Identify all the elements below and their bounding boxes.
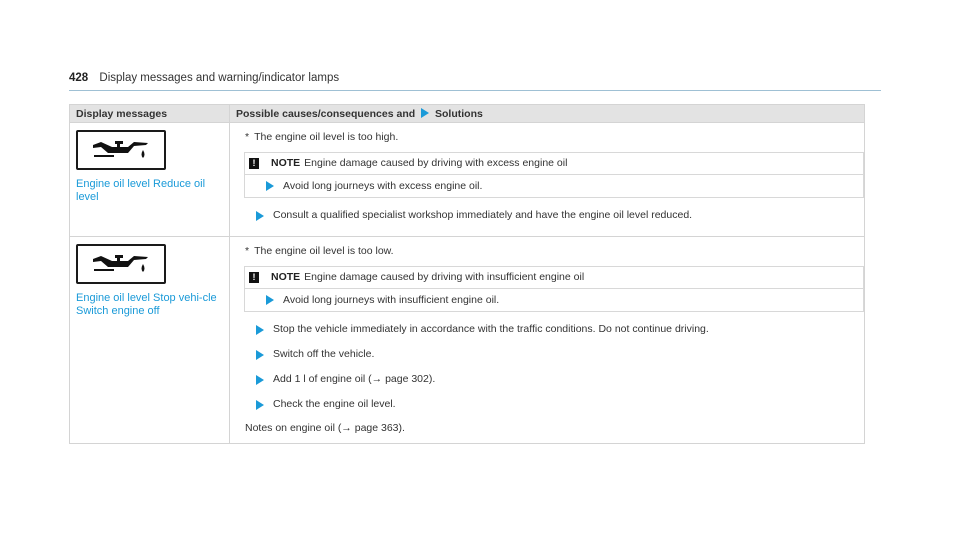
step-arrow-icon <box>256 350 264 360</box>
header-divider <box>69 90 881 91</box>
note-text: Engine damage caused by driving with insufficient engine oil <box>304 271 585 283</box>
engine-oil-level-icon <box>76 244 166 284</box>
page-section-title: Display messages and warning/indicator lamps <box>99 72 340 84</box>
solution-step: Switch off the vehicle. <box>256 348 858 361</box>
solution-step: Check the engine oil level. <box>256 398 858 411</box>
col-header-display-messages: Display messages <box>70 105 230 123</box>
step-arrow-icon <box>256 325 264 335</box>
page-number: 428 <box>69 72 89 84</box>
note-step: Avoid long journeys with insufficient engine oil. <box>245 289 863 311</box>
warning-icon: ! <box>249 272 259 283</box>
solution-cell <box>230 123 865 237</box>
step-arrow-icon <box>266 295 274 305</box>
col-header-solutions: Solutions <box>435 107 483 120</box>
solution-arrow-icon <box>421 108 429 118</box>
message-title: Engine oil level Stop vehi-cle Switch engine off <box>76 292 217 317</box>
bullet-star: * <box>245 245 250 257</box>
col-header-causes-solutions <box>230 105 865 123</box>
note-header <box>245 153 863 175</box>
cause-line: * The engine oil level is too low. <box>245 245 394 257</box>
bullet-star: * <box>245 131 250 143</box>
step-arrow-icon <box>256 211 264 221</box>
note-label: NOTE <box>271 157 301 169</box>
note-box <box>244 152 864 198</box>
table-row <box>70 123 865 237</box>
note-text: Engine damage caused by driving with excess engine oil <box>304 157 568 169</box>
step-arrow-icon <box>256 375 264 385</box>
message-cell <box>70 123 230 237</box>
display-messages-table <box>69 104 865 444</box>
reference-note: Notes on engine oil (→ page 363). <box>245 422 405 434</box>
step-arrow-icon <box>256 400 264 410</box>
solution-step: Add 1 l of engine oil (→ page 302). <box>256 373 858 386</box>
note-label: NOTE <box>271 271 301 283</box>
message-cell <box>70 237 230 444</box>
cause-line: * The engine oil level is too high. <box>245 131 399 143</box>
message-title: Engine oil level Reduce oil level <box>76 178 206 203</box>
note-box <box>244 266 864 312</box>
table-row <box>70 237 865 444</box>
solution-step: Consult a qualified specialist workshop immediately and have the engine oil level reduced. <box>256 209 858 222</box>
note-header <box>245 267 863 289</box>
table-header-row <box>70 105 865 123</box>
page-header <box>69 72 881 84</box>
solution-cell <box>230 237 865 444</box>
col-header-causes: Possible causes/consequences and <box>236 107 416 120</box>
engine-oil-level-icon <box>76 130 166 170</box>
note-step: Avoid long journeys with excess engine oil. <box>245 175 863 197</box>
warning-icon: ! <box>249 158 259 169</box>
step-arrow-icon <box>266 181 274 191</box>
solution-step: Stop the vehicle immediately in accordance with the traffic conditions. Do not continue driving. <box>256 323 858 336</box>
